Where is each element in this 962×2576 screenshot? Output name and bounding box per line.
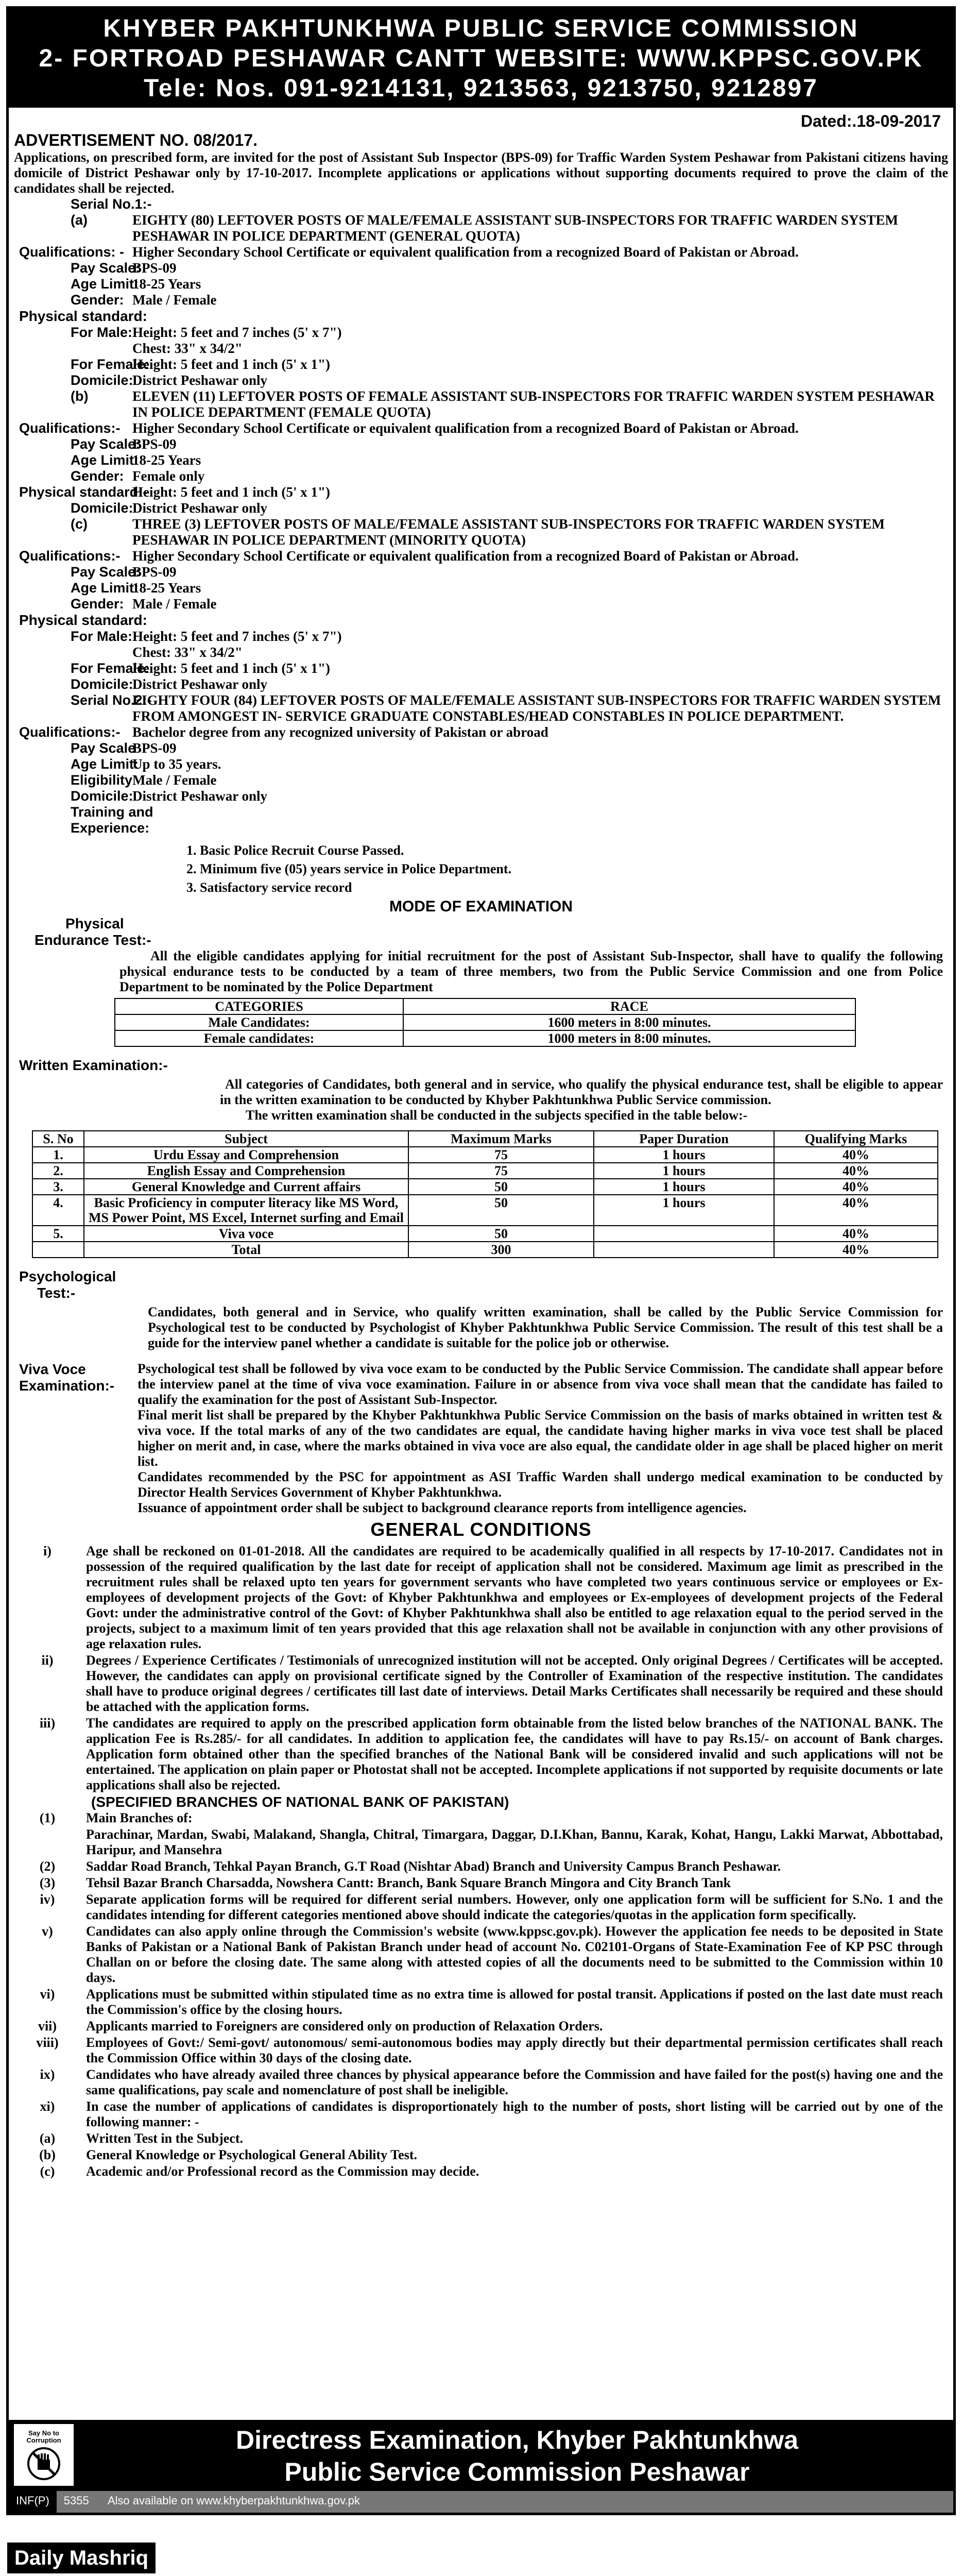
branch-number (9, 1827, 86, 1858)
table-row-total (32, 1242, 938, 1258)
list-item: 1. Basic Police Recruit Course Passed. (186, 843, 404, 858)
age-limit-value: 18-25 Years (132, 580, 201, 596)
post-c-chest-row (9, 645, 953, 660)
qualifications-value: Higher Secondary School Certificate or equivalent qualification from a recognized Board of Pakistan or Abroad. (132, 420, 799, 436)
table-header: Paper Duration (594, 1131, 774, 1147)
condition-item (9, 2019, 953, 2034)
training-label: Training and (71, 804, 153, 820)
domicile-label: Domicile: (71, 788, 133, 804)
table-row (32, 1179, 938, 1195)
branch-text: Parachinar, Mardan, Swabi, Malakand, Shangla, Chitral, Timargara, Daggar, D.I.Khan, Bannu, Karak, Kohat, Hangu, Lakki Marwat, Abbottabad, Haripur, and Mansehra (86, 1827, 943, 1857)
hand-stop-icon (23, 2444, 64, 2480)
logo-text: Say No to Corruption (26, 2429, 61, 2444)
pay-scale-value: BPS-09 (132, 740, 177, 756)
table-cell: General Knowledge and Current affairs (84, 1179, 408, 1195)
table-cell: 4. (32, 1195, 84, 1226)
male-height: Height: 5 feet and 7 inches (5' x 7") (132, 629, 342, 644)
table-cell: 1 hours (594, 1179, 774, 1195)
table-cell: 2. (32, 1163, 84, 1179)
condition-item (9, 2067, 953, 2098)
condition-item (9, 1716, 953, 1793)
table-cell: Urdu Essay and Comprehension (84, 1147, 408, 1163)
branch-number: (3) (39, 1875, 56, 1890)
condition-item (9, 1892, 953, 1923)
written-exam-text: All categories of Candidates, both general and in service, who qualify the physical endurance test, shall be eligible to appear in the written examination to be conducted by Khyber Pakhtunkhwa Public Service commission. (220, 1077, 943, 1107)
table-row (32, 1147, 938, 1163)
pay-scale-value: BPS-09 (132, 436, 177, 452)
serial-2-elig-row (9, 772, 953, 788)
written-exam-table (32, 1130, 938, 1258)
general-conditions-heading: GENERAL CONDITIONS (370, 1519, 592, 1540)
condition-number: viii) (36, 2035, 59, 2050)
table-cell: 1 hours (594, 1147, 774, 1163)
female-height: Height: 5 feet and 1 inch (5' x 1") (132, 660, 330, 676)
post-c-male-row (9, 629, 953, 645)
pay-scale-value: BPS-09 (132, 564, 177, 580)
advertisement-page (6, 6, 956, 2515)
table-cell: 3. (32, 1179, 84, 1195)
table-cell: Viva voce (84, 1226, 408, 1242)
for-female-label: For Female: (71, 660, 150, 676)
age-limit-label: Age Limit: (71, 452, 139, 468)
condition-text: General Knowledge or Psychological General Ability Test. (86, 2147, 417, 2162)
branch-number: (2) (39, 1859, 56, 1874)
physical-standard-value: Height: 5 feet and 1 inch (5' x 1") (132, 484, 330, 500)
post-a-pay-row (9, 260, 953, 276)
post-b-title: ELEVEN (11) LEFTOVER POSTS OF FEMALE ASSISTANT SUB-INSPECTORS FOR TRAFFIC WARDEN SYSTEM PESHAWAR IN POLICE DEPARTMENT (FEMALE QUOTA) (132, 388, 935, 420)
table-cell: Male Candidates: (115, 1014, 403, 1030)
post-a-chest-row (9, 341, 953, 357)
table-cell: 75 (408, 1163, 594, 1179)
medical-text: Candidates recommended by the PSC for appointment as ASI Traffic Warden shall undergo medical examination to be conducted by Director Health Services Government of Khyber Pakhtunkhwa. (138, 1469, 943, 1500)
table-cell: 40% (774, 1195, 938, 1226)
condition-item (9, 1544, 953, 1652)
for-male-label: For Male: (71, 325, 133, 340)
condition-text: Degrees / Experience Certificates / Testimonials of unrecognized institution will not be accepted. Only original Degrees / Certificates will be accepted. However, the candidates can apply on provisional certificate signed by the Controller of Examination of the respective institution. The candidates shall have to produce original degrees / certificates till last date of interviews. Detail Marks Certificates shall necessarily be required and these should be attached with the application forms. (86, 1653, 943, 1714)
condition-number: ix) (40, 2067, 55, 2082)
post-c-pay-row (9, 564, 953, 580)
serial-1-label: Serial No.1:- (71, 196, 152, 212)
condition-number: vii) (38, 2019, 57, 2033)
signatory-line-1: Directress Examination, Khyber Pakhtunkhwa (235, 2426, 799, 2454)
branch-item (9, 1859, 953, 1874)
condition-number: iii) (39, 1716, 56, 1731)
table-header-row (32, 1131, 938, 1147)
table-cell: 1 hours (594, 1195, 774, 1226)
for-male-label: For Male: (71, 629, 133, 644)
condition-number: v) (42, 1924, 53, 1939)
table-cell: Basic Proficiency in computer literacy like MS Word, MS Power Point, MS Excel, Internet surfing and Email (84, 1195, 408, 1226)
table-cell: English Essay and Comprehension (84, 1163, 408, 1179)
branch-item (9, 1810, 953, 1826)
table-cell (32, 1242, 84, 1258)
condition-text: Employees of Govt:/ Semi-govt/ autonomous/ semi-autonomous bodies may apply directly but their departmental permission certificates shall reach the Commission Office within 30 days of the closing date. (86, 2035, 943, 2065)
viva-text: Psychological test shall be followed by viva voce exam to be conducted by the Public Service Commission. The candidate shall appear before the interview panel at the time of viva voce examination. Failure in or absence from viva voce shall mean that the candidate has failed to qualify the examination for the post of Assistant Sub-Inspector. (138, 1361, 943, 1407)
serial-1-label-row (9, 196, 953, 212)
condition-item (9, 1653, 953, 1715)
male-chest: Chest: 33" x 34/2" (132, 341, 243, 356)
pay-scale-value: BPS-09 (132, 260, 177, 276)
condition-number: (c) (40, 2164, 55, 2179)
gender-value: Female only (132, 468, 205, 484)
table-cell: 50 (408, 1179, 594, 1195)
post-c-gender-row (9, 596, 953, 612)
table-cell: 40% (774, 1179, 938, 1195)
experience-label: Experience: (71, 820, 150, 836)
table-cell: 40% (774, 1226, 938, 1242)
intro-paragraph: Applications, on prescribed form, are invited for the post of Assistant Sub Inspector (BPS-09) for Traffic Warden System Peshawar from Pakistani citizens having domicile of District Peshawar only by 17-10-2017. Incomplete applications or applications without supporting documents required to prove the claim of the candidates shall be rejected. (14, 150, 948, 196)
table-header: CATEGORIES (115, 998, 403, 1014)
post-c-qual-row (9, 548, 953, 564)
condition-text: Applications must be submitted within stipulated time as no extra time is allowed for postal transit. Applications if posted on the last date must reach the Commission's office by the closing hours. (86, 1987, 943, 2017)
condition-text: The candidates are required to apply on the prescribed application form obtainable from the listed below branches of the NATIONAL BANK. The application Fee is Rs.285/- for all candidates. In addition to application fee, the candidates will have to pay Rs.15/- on account of Bank charges. Application form obtained other than the specified branches of the National Bank will be considered invalid and such applications will not be entertained. The application on plain paper or Photostat shall not be accepted. Incomplete applications if not supported by requisite documents or late applications shall also be rejected. (86, 1716, 943, 1792)
table-row (115, 1030, 855, 1046)
experience-list (9, 841, 953, 897)
list-item: 3. Satisfactory service record (186, 880, 352, 895)
viva-label: Viva Voce (19, 1361, 86, 1377)
masthead-address: 2- FORTROAD PESHAWAR CANTT WEBSITE: WWW.KPPSC.GOV.PK (39, 45, 923, 72)
pay-scale-label: Pay Scale: (71, 260, 141, 276)
table-header: Qualifying Marks (774, 1131, 938, 1147)
table-header: RACE (403, 998, 855, 1014)
written-exam-text-2: The written examination shall be conducted in the subjects specified in the table below:- (246, 1108, 748, 1123)
condition-text: Candidates can also apply online through the Commission's website (www.kppsc.gov.pk). However the application fee needs to be deposited in State Banks of Pakistan or a National Bank of Pakistan Branch under head of account No. C02101-Organs of State-Examination Fee of KP PSC through Challan on or before the closing date. The same along with attested copies of all the documents need to be submitted to the Commission within 10 days. (86, 1924, 943, 1985)
table-cell (594, 1226, 774, 1242)
condition-item (9, 2164, 953, 2179)
post-a-title-row (9, 212, 953, 244)
table-header: S. No (32, 1131, 84, 1147)
qualifications-value: Higher Secondary School Certificate or equivalent qualification from a recognized Board of Pakistan or Abroad. (132, 548, 799, 564)
eligibility-label: Eligibility (71, 772, 133, 788)
table-cell (594, 1242, 774, 1258)
qualifications-value: Higher Secondary School Certificate or equivalent qualification from a recognized Board of Pakistan or Abroad. (132, 244, 799, 260)
branch-text: Tehsil Bazar Branch Charsadda, Nowshera Cantt: Branch, Bank Square Branch Mingora and City Branch Tank (86, 1875, 731, 1890)
gender-label: Gender: (71, 292, 124, 308)
condition-number: (b) (39, 2147, 56, 2162)
post-a-qual-row (9, 244, 953, 260)
domicile-value: District Peshawar only (132, 500, 267, 516)
serial-2-pay-row (9, 740, 953, 756)
age-limit-label: Age Limit: (71, 756, 139, 772)
table-row (115, 1014, 855, 1030)
qualifications-label: Qualifications: - (19, 244, 125, 260)
post-c-title-row (9, 516, 953, 548)
serial-2-title: EIGHTY FOUR (84) LEFTOVER POSTS OF MALE/FEMALE ASSISTANT SUB-INSPECTORS FOR TRAFFIC WARDEN SYSTEM FROM AMONGEST IN- SERVICE GRADUATE CONSTABLES/HEAD CONSTABLES IN POLICE DEPARTMENT. (132, 692, 941, 724)
post-b-domicile-row (9, 500, 953, 516)
gender-value: Male / Female (132, 596, 217, 612)
post-c-title: THREE (3) LEFTOVER POSTS OF MALE/FEMALE ASSISTANT SUB-INSPECTORS FOR TRAFFIC WARDEN SYSTEM PESHAWAR IN POLICE DEPARTMENT (MINORITY QUOTA) (132, 516, 885, 548)
table-cell: 1600 meters in 8:00 minutes. (403, 1014, 855, 1030)
viva-text-col (138, 1361, 953, 1516)
race-table (114, 998, 856, 1047)
table-row (32, 1195, 938, 1226)
branch-item (9, 1827, 953, 1858)
condition-item (9, 2035, 953, 2066)
footer-website: Also available on www.khyberpakhtunkhwa.gov.pk (107, 2494, 360, 2507)
table-row (32, 1163, 938, 1179)
domicile-label: Domicile: (71, 500, 133, 516)
condition-text: Academic and/or Professional record as the Commission may decide. (86, 2164, 479, 2179)
post-b-gender-row (9, 468, 953, 484)
viva-label-col (9, 1361, 138, 1516)
condition-text: Separate application forms will be required for different serial numbers. However, only one application form will be sufficient for S.No. 1 and the candidates intending for different categories mentioned above should indicate the categories/quotas in the application form specifically. (86, 1892, 943, 1922)
masthead (9, 9, 953, 108)
viva-examination-label: Examination:- (19, 1378, 115, 1394)
table-cell: 1000 meters in 8:00 minutes. (403, 1030, 855, 1046)
post-b-age-row (9, 452, 953, 468)
table-header: Maximum Marks (408, 1131, 594, 1147)
condition-number: (a) (39, 2131, 56, 2146)
domicile-value: District Peshawar only (132, 372, 267, 388)
serial-2-age-row (9, 756, 953, 772)
post-a-number: (a) (71, 212, 88, 228)
signature-band (9, 2420, 953, 2491)
viva-block (9, 1361, 953, 1516)
table-cell: 300 (408, 1242, 594, 1258)
table-header: Subject (84, 1131, 408, 1147)
post-b-title-row (9, 388, 953, 420)
physical-standard-label: Physical standard:- (19, 484, 148, 500)
list-item: 2. Minimum five (05) years service in Police Department. (186, 861, 512, 876)
condition-text: Candidates who have already availed three chances by physical appearance before the Commission and have failed for the post(s) having one and the same qualifications, pay scale and nomenclature of post shall be ineligible. (86, 2067, 943, 2097)
post-a-male-row (9, 325, 953, 341)
masthead-phone: Tele: Nos. 091-9214131, 9213563, 9213750, 9212897 (144, 75, 818, 102)
date: Dated:.18-09-2017 (800, 112, 941, 130)
physical-label: Physical (65, 916, 124, 931)
for-female-label: For Female: (71, 357, 150, 372)
post-b-number: (b) (71, 388, 89, 404)
branch-text: Main Branches of: (86, 1810, 193, 1825)
branch-number: (1) (39, 1810, 56, 1825)
post-c-number: (c) (71, 516, 88, 532)
merit-text: Final merit list shall be prepared by the Khyber Pakhtunkhwa Public Service Commission on the basis of marks obtained in written test & viva voce. If the total marks of any of the two candidates are equal, the candidate having higher marks in viva voce test shall be placed higher on merit and, in case, where the marks obtained in viva voce are also equal, the candidate older in age shall be placed higher on merit list. (138, 1408, 943, 1469)
gender-label: Gender: (71, 596, 124, 612)
age-limit-label: Age Limit: (71, 580, 139, 596)
mode-of-examination-heading: MODE OF EXAMINATION (389, 898, 573, 915)
clearance-text: Issuance of appointment order shall be subject to background clearance reports from intelligence agencies. (138, 1500, 747, 1515)
post-c-age-row (9, 580, 953, 596)
post-b-qual-row (9, 420, 953, 436)
condition-number: iv) (40, 1892, 55, 1907)
condition-item (9, 1924, 953, 1986)
table-cell: 75 (408, 1147, 594, 1163)
anti-corruption-logo (13, 2423, 75, 2487)
endurance-test-label: Endurance Test:- (35, 932, 151, 948)
gender-label: Gender: (71, 468, 124, 484)
table-header-row (115, 998, 855, 1014)
female-height: Height: 5 feet and 1 inch (5' x 1") (132, 357, 330, 372)
psychological-test-label: Test:- (37, 1285, 76, 1301)
condition-number: vi) (40, 1987, 55, 2002)
signatory-line-2: Public Service Commission Peshawar (284, 2458, 750, 2486)
condition-item (9, 2131, 953, 2146)
nbp-heading: (SPECIFIED BRANCHES OF NATIONAL BANK OF PAKISTAN) (91, 1794, 509, 1810)
table-cell: 50 (408, 1195, 594, 1226)
age-limit-value: 18-25 Years (132, 276, 201, 292)
age-limit-value: Up to 35 years. (132, 756, 221, 772)
branch-item (9, 1875, 953, 1891)
newspaper-name: Daily Mashriq (7, 2543, 156, 2573)
condition-number: xi) (40, 2099, 55, 2114)
masthead-title: KHYBER PAKHTUNKHWA PUBLIC SERVICE COMMISSION (103, 15, 859, 42)
condition-item (9, 2099, 953, 2130)
male-height: Height: 5 feet and 7 inches (5' x 7") (132, 325, 342, 340)
qualifications-label: Qualifications:- (19, 724, 121, 740)
physical-standard-label: Physical standard: (19, 612, 147, 628)
pay-scale-label: Pay Scale: (71, 436, 141, 452)
serial-2-title-row (9, 692, 953, 724)
condition-number: i) (43, 1544, 51, 1558)
male-chest: Chest: 33" x 34/2" (132, 645, 243, 660)
inf-code: INF(P) (9, 2491, 57, 2513)
condition-number: ii) (41, 1653, 54, 1668)
qualifications-value: Bachelor degree from any recognized university of Pakistan or abroad (132, 724, 548, 740)
condition-text: Written Test in the Subject. (86, 2131, 244, 2146)
serial-2-experience-row (9, 820, 953, 836)
gender-value: Male / Female (132, 292, 217, 308)
table-cell: Total (84, 1242, 408, 1258)
condition-text: Applicants married to Foreigners are considered only on production of Relaxation Orders. (86, 2019, 603, 2033)
table-cell: 1. (32, 1147, 84, 1163)
footer-website-strip (57, 2491, 953, 2513)
physical-standard-label: Physical standard: (19, 308, 147, 324)
post-c-domicile-row (9, 676, 953, 692)
branch-text: Saddar Road Branch, Tehkal Payan Branch, G.T Road (Nishtar Abad) Branch and University Campus Branch Peshawar. (86, 1859, 781, 1874)
condition-text: In case the number of applications of candidates is disproportionately high to the number of posts, short listing will be carried out by one of the following manner: - (86, 2099, 943, 2129)
condition-item (9, 1987, 953, 2018)
post-b-pay-row (9, 436, 953, 452)
psychological-label: Psychological (19, 1268, 116, 1284)
footer (9, 2420, 953, 2513)
physical-test-text: All the eligible candidates applying for initial recruitment for the post of Assistant Sub-Inspector, shall have to qualify the following physical endurance tests to be conducted by a team of three members, two from the Public Service Commission and one from Police Department to be nominated by the Police Department (119, 948, 943, 994)
pay-scale-label: Pay Scale: (71, 564, 141, 580)
qualifications-label: Qualifications:- (19, 420, 121, 436)
written-exam-label: Written Examination:- (19, 1057, 168, 1073)
table-cell: 1 hours (594, 1163, 774, 1179)
age-limit-label: Age Limit: (71, 276, 139, 292)
psychological-text: Candidates, both general and in Service, who qualify written examination, shall be called by the Public Service Commission for Psychological test to be conducted by Psychologist of Khyber Pakhtunkhwa Public Service Commission. The result of this test shall be a guide for the interview panel whether a candidate is suitable for the police job or otherwise. (148, 1304, 943, 1350)
domicile-value: District Peshawar only (132, 788, 267, 804)
post-c-female-row (9, 660, 953, 676)
pay-scale-label: Pay Scale (71, 740, 136, 756)
domicile-label: Domicile: (71, 372, 133, 388)
table-cell: 50 (408, 1226, 594, 1242)
inf-number: 5355 (63, 2494, 89, 2507)
post-a-domicile-row (9, 372, 953, 388)
table-cell: 5. (32, 1226, 84, 1242)
table-cell: Female candidates: (115, 1030, 403, 1046)
serial-2-label: Serial No.2:- (71, 692, 152, 708)
table-cell: 40% (774, 1163, 938, 1179)
eligibility-value: Male / Female (132, 772, 217, 788)
domicile-label: Domicile: (71, 676, 133, 692)
condition-text: Age shall be reckoned on 01-01-2018. All the candidates are required to be academically qualified in all respects by 17-10-2017. Candidates not in possession of the required qualification by the last date for receipt of application shall not be considered. Maximum age limit as prescribed in the recruitment rules shall be relaxed upto ten years for government servants who have completed two years continuous service or employees or Ex-employees of development projects of the Govt: of Khyber Pakhtunkhwa and employees or Ex-employees of development projects of the Federal Govt: under the administrative control of the Govt: of Khyber Pakhtunkhwa shall also be entitled to age relaxation equal to the period served in the projects, subject to a maximum limit of ten years provided that this age relaxation shall not be available in conjunction with any other provisions of age relaxation rules. (86, 1544, 943, 1651)
post-b-phys-row (9, 484, 953, 500)
post-a-female-row (9, 357, 953, 372)
serial-2-qual-row (9, 724, 953, 740)
age-limit-value: 18-25 Years (132, 452, 201, 468)
qualifications-label: Qualifications:- (19, 548, 121, 564)
advertisement-number: ADVERTISEMENT NO. 08/2017. (14, 131, 258, 149)
condition-item (9, 2147, 953, 2163)
table-cell: 40% (774, 1147, 938, 1163)
table-row (32, 1226, 938, 1242)
domicile-value: District Peshawar only (132, 676, 267, 692)
post-a-age-row (9, 276, 953, 292)
post-a-gender-row (9, 292, 953, 308)
post-a-title: EIGHTY (80) LEFTOVER POSTS OF MALE/FEMALE ASSISTANT SUB-INSPECTORS FOR TRAFFIC WARDEN SYSTEM PESHAWAR IN POLICE DEPARTMENT (GENERAL QUOTA) (132, 212, 899, 244)
serial-2-domicile-row (9, 788, 953, 804)
serial-2-training-row (9, 804, 953, 820)
footer-info-bar (9, 2491, 953, 2513)
table-cell: 40% (774, 1242, 938, 1258)
